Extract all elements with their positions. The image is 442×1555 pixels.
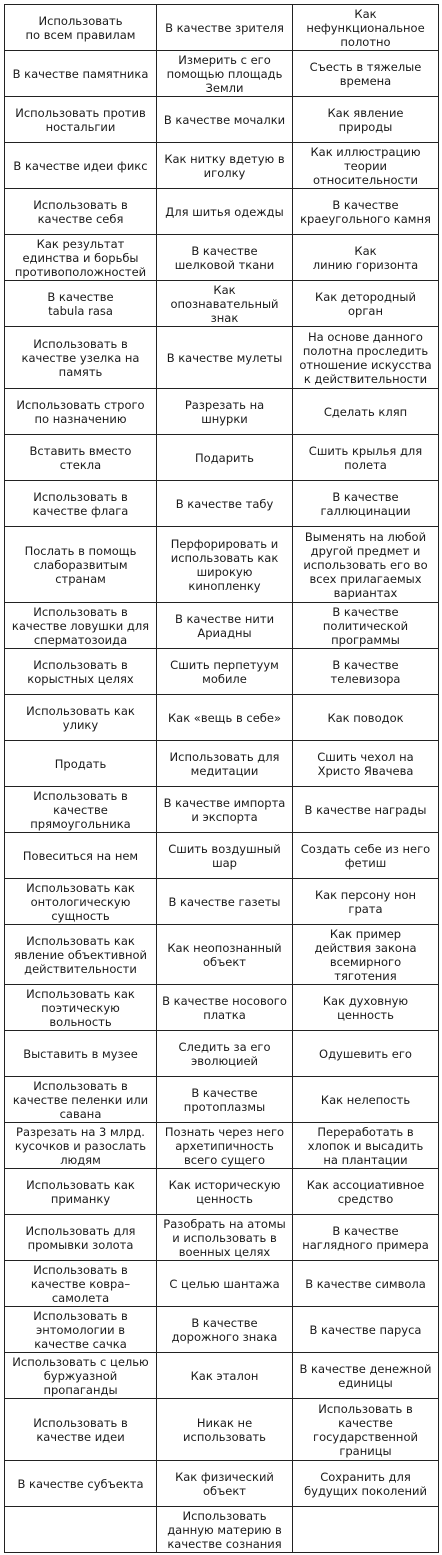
table-row xyxy=(5,51,439,97)
table-cell: Как поводок xyxy=(293,695,439,741)
table-cell: Переработать в хлопок и высадить на плантации xyxy=(293,1123,439,1169)
table-cell: Следить за его эволюцией xyxy=(157,1031,293,1077)
table-cell: Использовать как поэтическую вольность xyxy=(5,985,157,1031)
table-row xyxy=(5,879,439,925)
table-cell: Повеситься на нем xyxy=(5,833,157,879)
table-row xyxy=(5,1507,439,1553)
table-cell: Как физический объект xyxy=(157,1461,293,1507)
table-cell: Сшить чехол на Христо Явачева xyxy=(293,741,439,787)
table-cell: В качестве дорожного знака xyxy=(157,1307,293,1353)
table-cell: Как нелепость xyxy=(293,1077,439,1123)
table-cell: Одушевить его xyxy=(293,1031,439,1077)
table-row xyxy=(5,1307,439,1353)
table-row xyxy=(5,143,439,189)
table-cell: В качестве награды xyxy=(293,787,439,833)
table-cell: В качестве мулеты xyxy=(157,327,293,389)
table-row xyxy=(5,281,439,327)
table-cell: В качестве символа xyxy=(293,1261,439,1307)
table-row xyxy=(5,1123,439,1169)
table-cell: Вставить вместо стекла xyxy=(5,435,157,481)
table-row xyxy=(5,389,439,435)
table-cell: Разрезать на шнурки xyxy=(157,389,293,435)
table-cell: На основе данного полотна проследить отношение искусства к действительности xyxy=(293,327,439,389)
table-cell: Использовать по всем правилам xyxy=(5,5,157,51)
table-cell: С целью шантажа xyxy=(157,1261,293,1307)
table-row xyxy=(5,481,439,527)
table-cell: В качестве протоплазмы xyxy=(157,1077,293,1123)
table-cell: Как детородный орган xyxy=(293,281,439,327)
table-row xyxy=(5,787,439,833)
table-cell: Использовать в качестве узелка на память xyxy=(5,327,157,389)
table-cell: Как духовную ценность xyxy=(293,985,439,1031)
table-row xyxy=(5,435,439,481)
table-cell: Разобрать на атомы и использовать в военных целях xyxy=(157,1215,293,1261)
table-cell: Сшить перпетуум мобиле xyxy=(157,649,293,695)
table-cell: Сделать кляп xyxy=(293,389,439,435)
table-cell: Выставить в музее xyxy=(5,1031,157,1077)
table-cell: Использовать как явление объективной действительности xyxy=(5,925,157,985)
table-cell: В качестве табу xyxy=(157,481,293,527)
table-cell: Как иллюстрацию теории относительности xyxy=(293,143,439,189)
table-row xyxy=(5,1077,439,1123)
table-cell: В качестве газеты xyxy=(157,879,293,925)
table-cell: Использовать в качестве идеи xyxy=(5,1399,157,1461)
table-cell: В качестве нити Ариадны xyxy=(157,603,293,649)
table-cell: В качестве носового платка xyxy=(157,985,293,1031)
table-cell: Использовать строго по назначению xyxy=(5,389,157,435)
table-row xyxy=(5,97,439,143)
table-cell xyxy=(293,1507,439,1553)
table-cell: В качестве субъекта xyxy=(5,1461,157,1507)
table-row xyxy=(5,1353,439,1399)
table-cell: В качестве наглядного примера xyxy=(293,1215,439,1261)
table-row xyxy=(5,1261,439,1307)
table-cell: Использовать в корыстных целях xyxy=(5,649,157,695)
table-cell: В качестве шелковой ткани xyxy=(157,235,293,281)
table-row xyxy=(5,833,439,879)
table-row xyxy=(5,925,439,985)
table-cell: Создать себе из него фетиш xyxy=(293,833,439,879)
table-cell: Как линию горизонта xyxy=(293,235,439,281)
table-cell: Как нитку вдетую в иголку xyxy=(157,143,293,189)
table-cell: В качестве телевизора xyxy=(293,649,439,695)
table-cell: Использовать как онтологическую сущность xyxy=(5,879,157,925)
table-cell: Перфорировать и использовать как широкую кинопленку xyxy=(157,527,293,603)
table-cell: Использовать против ностальгии xyxy=(5,97,157,143)
table-cell: В качестве денежной единицы xyxy=(293,1353,439,1399)
table-row xyxy=(5,189,439,235)
table-cell: Как результат единства и борьбы противоположностей xyxy=(5,235,157,281)
table-cell: Использовать в качестве себя xyxy=(5,189,157,235)
table-cell: Съесть в тяжелые времена xyxy=(293,51,439,97)
table-cell: Использовать в качестве прямоугольника xyxy=(5,787,157,833)
table-row xyxy=(5,5,439,51)
table-cell: Сшить крылья для полета xyxy=(293,435,439,481)
table-cell: Как персону нон грата xyxy=(293,879,439,925)
table-cell: В качестве краеугольного камня xyxy=(293,189,439,235)
table-row xyxy=(5,649,439,695)
table-cell: Использовать данную материю в качестве сознания xyxy=(157,1507,293,1553)
table-cell: Продать xyxy=(5,741,157,787)
table-cell: Использовать для промывки золота xyxy=(5,1215,157,1261)
table-row xyxy=(5,235,439,281)
table-row xyxy=(5,1461,439,1507)
table-cell: Познать через него архетипичность всего сущего xyxy=(157,1123,293,1169)
table-cell: Как нефункциональное полотно xyxy=(293,5,439,51)
table-cell: Никак не использовать xyxy=(157,1399,293,1461)
table-cell: Разрезать на 3 млрд. кусочков и разослать людям xyxy=(5,1123,157,1169)
table-row xyxy=(5,1031,439,1077)
table-row xyxy=(5,1169,439,1215)
table-cell: Использовать в качестве флага xyxy=(5,481,157,527)
table-row xyxy=(5,741,439,787)
ideas-table xyxy=(4,4,439,1553)
table-row xyxy=(5,527,439,603)
table-cell: Для шитья одежды xyxy=(157,189,293,235)
table-cell: Использовать в качестве государственной границы xyxy=(293,1399,439,1461)
table-row xyxy=(5,1399,439,1461)
table-cell: Как «вещь в себе» xyxy=(157,695,293,741)
table-cell: Использовать как приманку xyxy=(5,1169,157,1215)
table-cell: Как эталон xyxy=(157,1353,293,1399)
table-cell: Как опознавательный знак xyxy=(157,281,293,327)
table-cell: Использовать в качестве ковра– самолета xyxy=(5,1261,157,1307)
table-cell: Использовать для медитации xyxy=(157,741,293,787)
table-cell: Выменять на любой другой предмет и использовать его во всех прилагаемых вариантах xyxy=(293,527,439,603)
table-cell: Как пример действия закона всемирного тяготения xyxy=(293,925,439,985)
table-cell: Сохранить для будущих поколений xyxy=(293,1461,439,1507)
table-cell: Использовать в энтомологии в качестве сачка xyxy=(5,1307,157,1353)
table-cell: Использовать с целью буржуазной пропаганды xyxy=(5,1353,157,1399)
table-cell: Измерить с его помощью площадь Земли xyxy=(157,51,293,97)
table-row xyxy=(5,985,439,1031)
table-cell: Послать в помощь слаборазвитым странам xyxy=(5,527,157,603)
table-cell: Использовать как улику xyxy=(5,695,157,741)
table-cell: Как ассоциативное средство xyxy=(293,1169,439,1215)
table-cell: В качестве мочалки xyxy=(157,97,293,143)
table-cell: В качестве tabula rasa xyxy=(5,281,157,327)
table-row xyxy=(5,695,439,741)
ideas-table-body xyxy=(5,5,439,1553)
table-cell: В качестве паруса xyxy=(293,1307,439,1353)
table-row xyxy=(5,327,439,389)
table-cell: Использовать в качестве пеленки или савана xyxy=(5,1077,157,1123)
table-cell: В качестве идеи фикс xyxy=(5,143,157,189)
table-row xyxy=(5,1215,439,1261)
table-cell xyxy=(5,1507,157,1553)
table-cell: Использовать в качестве ловушки для сперматозоида xyxy=(5,603,157,649)
table-cell: В качестве политической программы xyxy=(293,603,439,649)
table-cell: Подарить xyxy=(157,435,293,481)
table-cell: В качестве импорта и экспорта xyxy=(157,787,293,833)
table-cell: В качестве памятника xyxy=(5,51,157,97)
table-row xyxy=(5,603,439,649)
table-cell: Как историческую ценность xyxy=(157,1169,293,1215)
table-cell: Как явление природы xyxy=(293,97,439,143)
table-cell: Сшить воздушный шар xyxy=(157,833,293,879)
table-cell: Как неопознанный объект xyxy=(157,925,293,985)
table-cell: В качестве галлюцинации xyxy=(293,481,439,527)
table-cell: В качестве зрителя xyxy=(157,5,293,51)
